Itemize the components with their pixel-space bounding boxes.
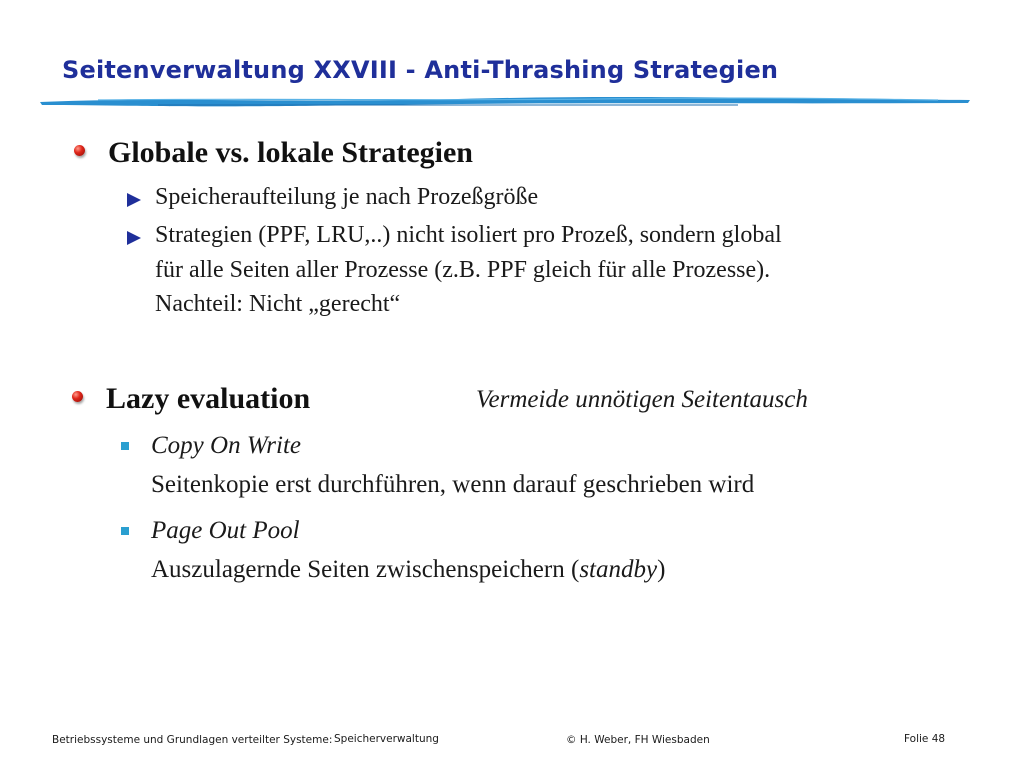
red-ball-icon: [72, 391, 83, 402]
section2-item2-title: Page Out Pool: [151, 517, 300, 544]
footer-page: Folie 48: [904, 733, 946, 745]
square-bullet-icon: [121, 527, 129, 535]
slide-title: Seitenverwaltung XXVIII - Anti-Thrashing Strategien: [62, 56, 779, 84]
section2-heading: Lazy evaluation: [106, 382, 311, 415]
title-brush-underline: [38, 94, 972, 108]
footer-author: © H. Weber, FH Wiesbaden: [566, 734, 710, 746]
section2-item1-text: Seitenkopie erst durchführen, wenn darauf geschrieben wird: [151, 471, 755, 498]
footer-course: Betriebssysteme und Grundlagen verteilter Systeme:: [52, 734, 333, 746]
footer-topic: Speicherverwaltung: [334, 733, 439, 745]
section1-item2-line3: Nachteil: Nicht „gerecht“: [155, 291, 401, 317]
section1-heading: Globale vs. lokale Strategien: [108, 136, 473, 169]
section2-item2-text-em: standby: [579, 556, 658, 583]
triangle-arrow-icon: [127, 231, 141, 245]
section2-item2-text: [151, 556, 665, 584]
section1-item1: Speicheraufteilung je nach Prozeßgröße: [155, 184, 539, 210]
section1-item2-line2: für alle Seiten aller Prozesse (z.B. PPF gleich für alle Prozesse).: [155, 257, 771, 283]
section2-item1-title: Copy On Write: [151, 432, 301, 459]
section1-item2-line1: Strategien (PPF, LRU,..) nicht isoliert pro Prozeß, sondern global: [155, 222, 782, 248]
section2-item2-text-pre: Auszulagernde Seiten zwischenspeichern (: [151, 556, 580, 583]
red-ball-icon: [74, 145, 85, 156]
section2-item2-text-post: ): [657, 556, 666, 583]
square-bullet-icon: [121, 442, 129, 450]
triangle-arrow-icon: [127, 193, 141, 207]
section2-subtitle: Vermeide unnötigen Seitentausch: [476, 386, 808, 413]
